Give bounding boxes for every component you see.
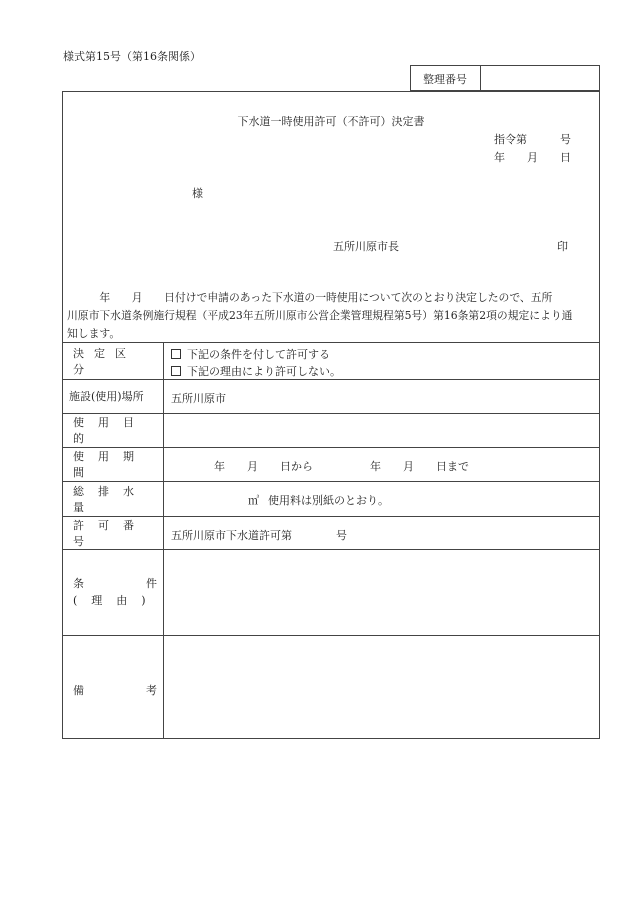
notice-body-line3: 知します。 [67,327,121,340]
purpose-label: 使用目的 [73,416,148,445]
period-from[interactable]: 年 月 日から [214,460,313,473]
form-number: 様式第15号（第16条関係） [63,50,201,63]
directive-number: 指令第 号 [494,133,571,146]
period-label-cell [63,447,164,481]
volume-label: 総排水量 [73,484,148,514]
reference-number-label: 整理番号 [423,73,467,86]
reason-label: (理由) [73,594,160,607]
checkbox-icon[interactable] [171,366,181,376]
decision-label: 決定区分 [73,346,136,376]
decision-label-cell [63,342,164,379]
volume-unit: ㎥ [248,494,259,507]
document-title: 下水道一時使用許可（不許可）決定書 [237,115,425,128]
remarks-label: 備考 [73,684,219,697]
seal-mark: 印 [557,240,568,253]
permit-label-cell [63,516,164,549]
checkbox-icon[interactable] [171,349,181,359]
location-label-cell [63,379,164,413]
decision-option-approve[interactable]: 下記の条件を付して許可する [171,346,330,362]
issue-date: 年 月 日 [494,151,571,164]
location-label: 施設(使用)場所 [69,390,144,403]
volume-label-cell [63,481,164,516]
permit-value[interactable]: 五所川原市下水道許可第 号 [171,529,347,542]
issuer-name: 五所川原市長 [333,240,399,253]
location-value[interactable]: 五所川原市 [171,392,226,405]
volume-note: 使用料は別紙のとおり。 [268,494,389,507]
period-to[interactable]: 年 月 日まで [370,460,469,473]
period-label: 使用期間 [73,450,148,479]
purpose-label-cell [63,413,164,447]
notice-body-line1: 年 月 日付けで申請のあった下水道の一時使用について次のとおり決定したので、五所 [67,291,553,304]
decision-option-reject[interactable]: 下記の理由により許可しない。 [171,363,341,379]
notice-body-line2: 川原市下水道条例施行規程（平成23年五所川原市公営企業管理規程第5号）第16条第2項の規定により通 [67,309,573,322]
permit-label: 許可番号 [73,518,148,548]
conditions-label: 条件 [73,577,219,590]
addressee-suffix: 様 [192,187,203,200]
